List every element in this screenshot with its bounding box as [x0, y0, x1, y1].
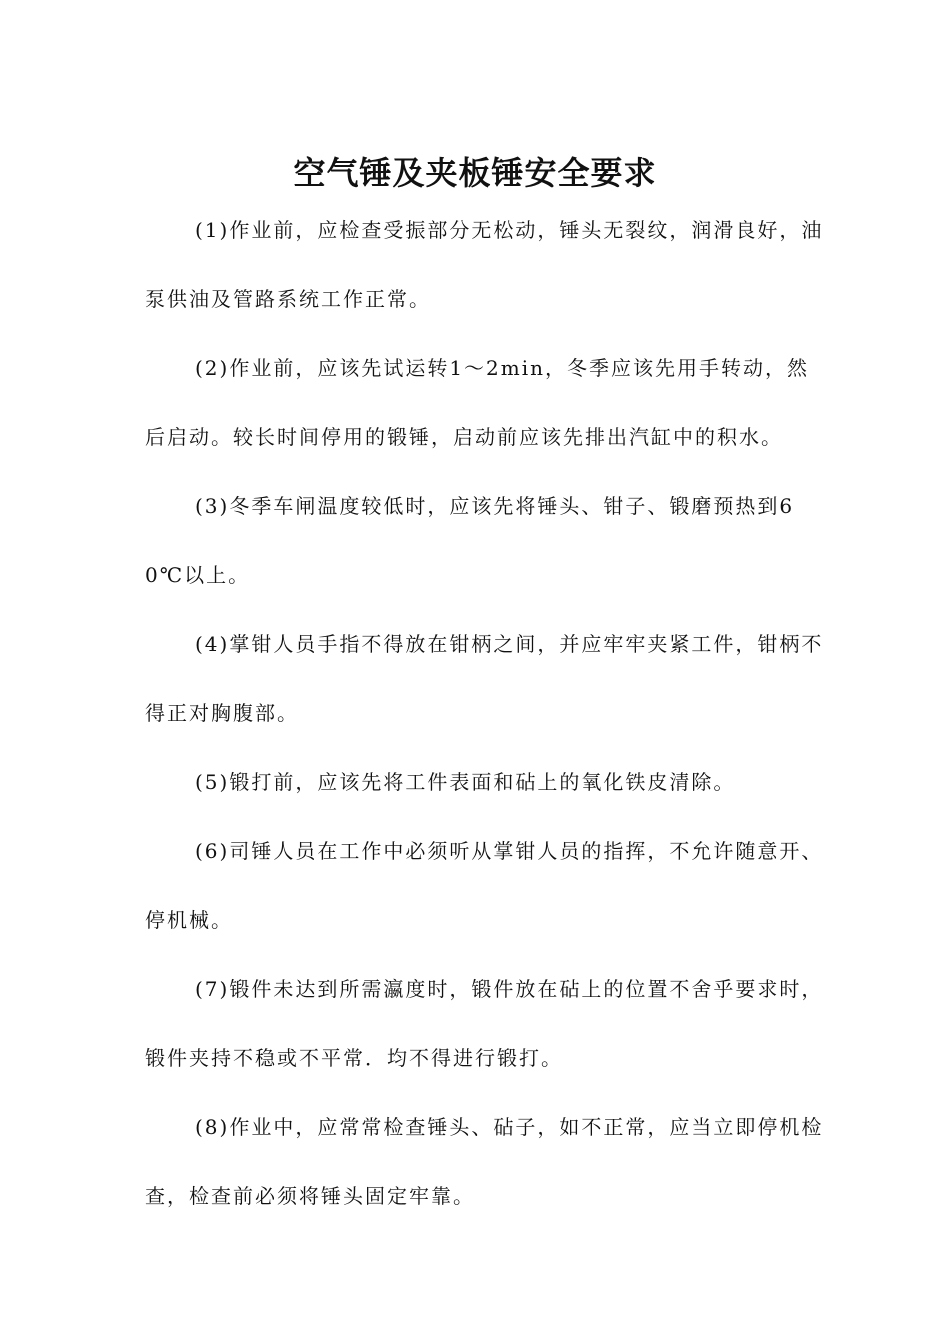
paragraph-7: (7)锻件未达到所需瀛度时，锻件放在砧上的位置不舍乎要求时，锻件夹持不稳或不平常．均不得进行锻打。 — [145, 977, 824, 1070]
paragraph-5: (5)锻打前，应该先将工件表面和砧上的氧化铁皮清除。 — [195, 770, 736, 794]
paragraph-3: (3)冬季车闸温度较低时，应该先将锤头、钳子、锻磨预热到60℃以上。 — [145, 494, 795, 587]
page-title: 空气锤及夹板锤安全要求 — [293, 154, 657, 193]
paragraph-6: (6)司锤人员在工作中必须听从掌钳人员的指挥，不允许随意开、停机械。 — [145, 839, 824, 932]
document-body — [145, 196, 825, 1231]
paragraph-8: (8)作业中，应常常检查锤头、砧子，如不正常，应当立即停机检查，检查前必须将锤头固定牢靠。 — [145, 1115, 824, 1208]
paragraph-2: (2)作业前，应该先试运转1～2min，冬季应该先用手转动，然后启动。较长时间停用的锻锤，启动前应该先排出汽缸中的积水。 — [145, 356, 810, 449]
paragraph-4: (4)掌钳人员手指不得放在钳柄之间，并应牢牢夹紧工件，钳柄不得正对胸腹部。 — [145, 632, 824, 725]
paragraph-1: (1)作业前，应检查受振部分无松动，锤头无裂纹，润滑良好，油泵供油及管路系统工作正常。 — [145, 218, 824, 311]
